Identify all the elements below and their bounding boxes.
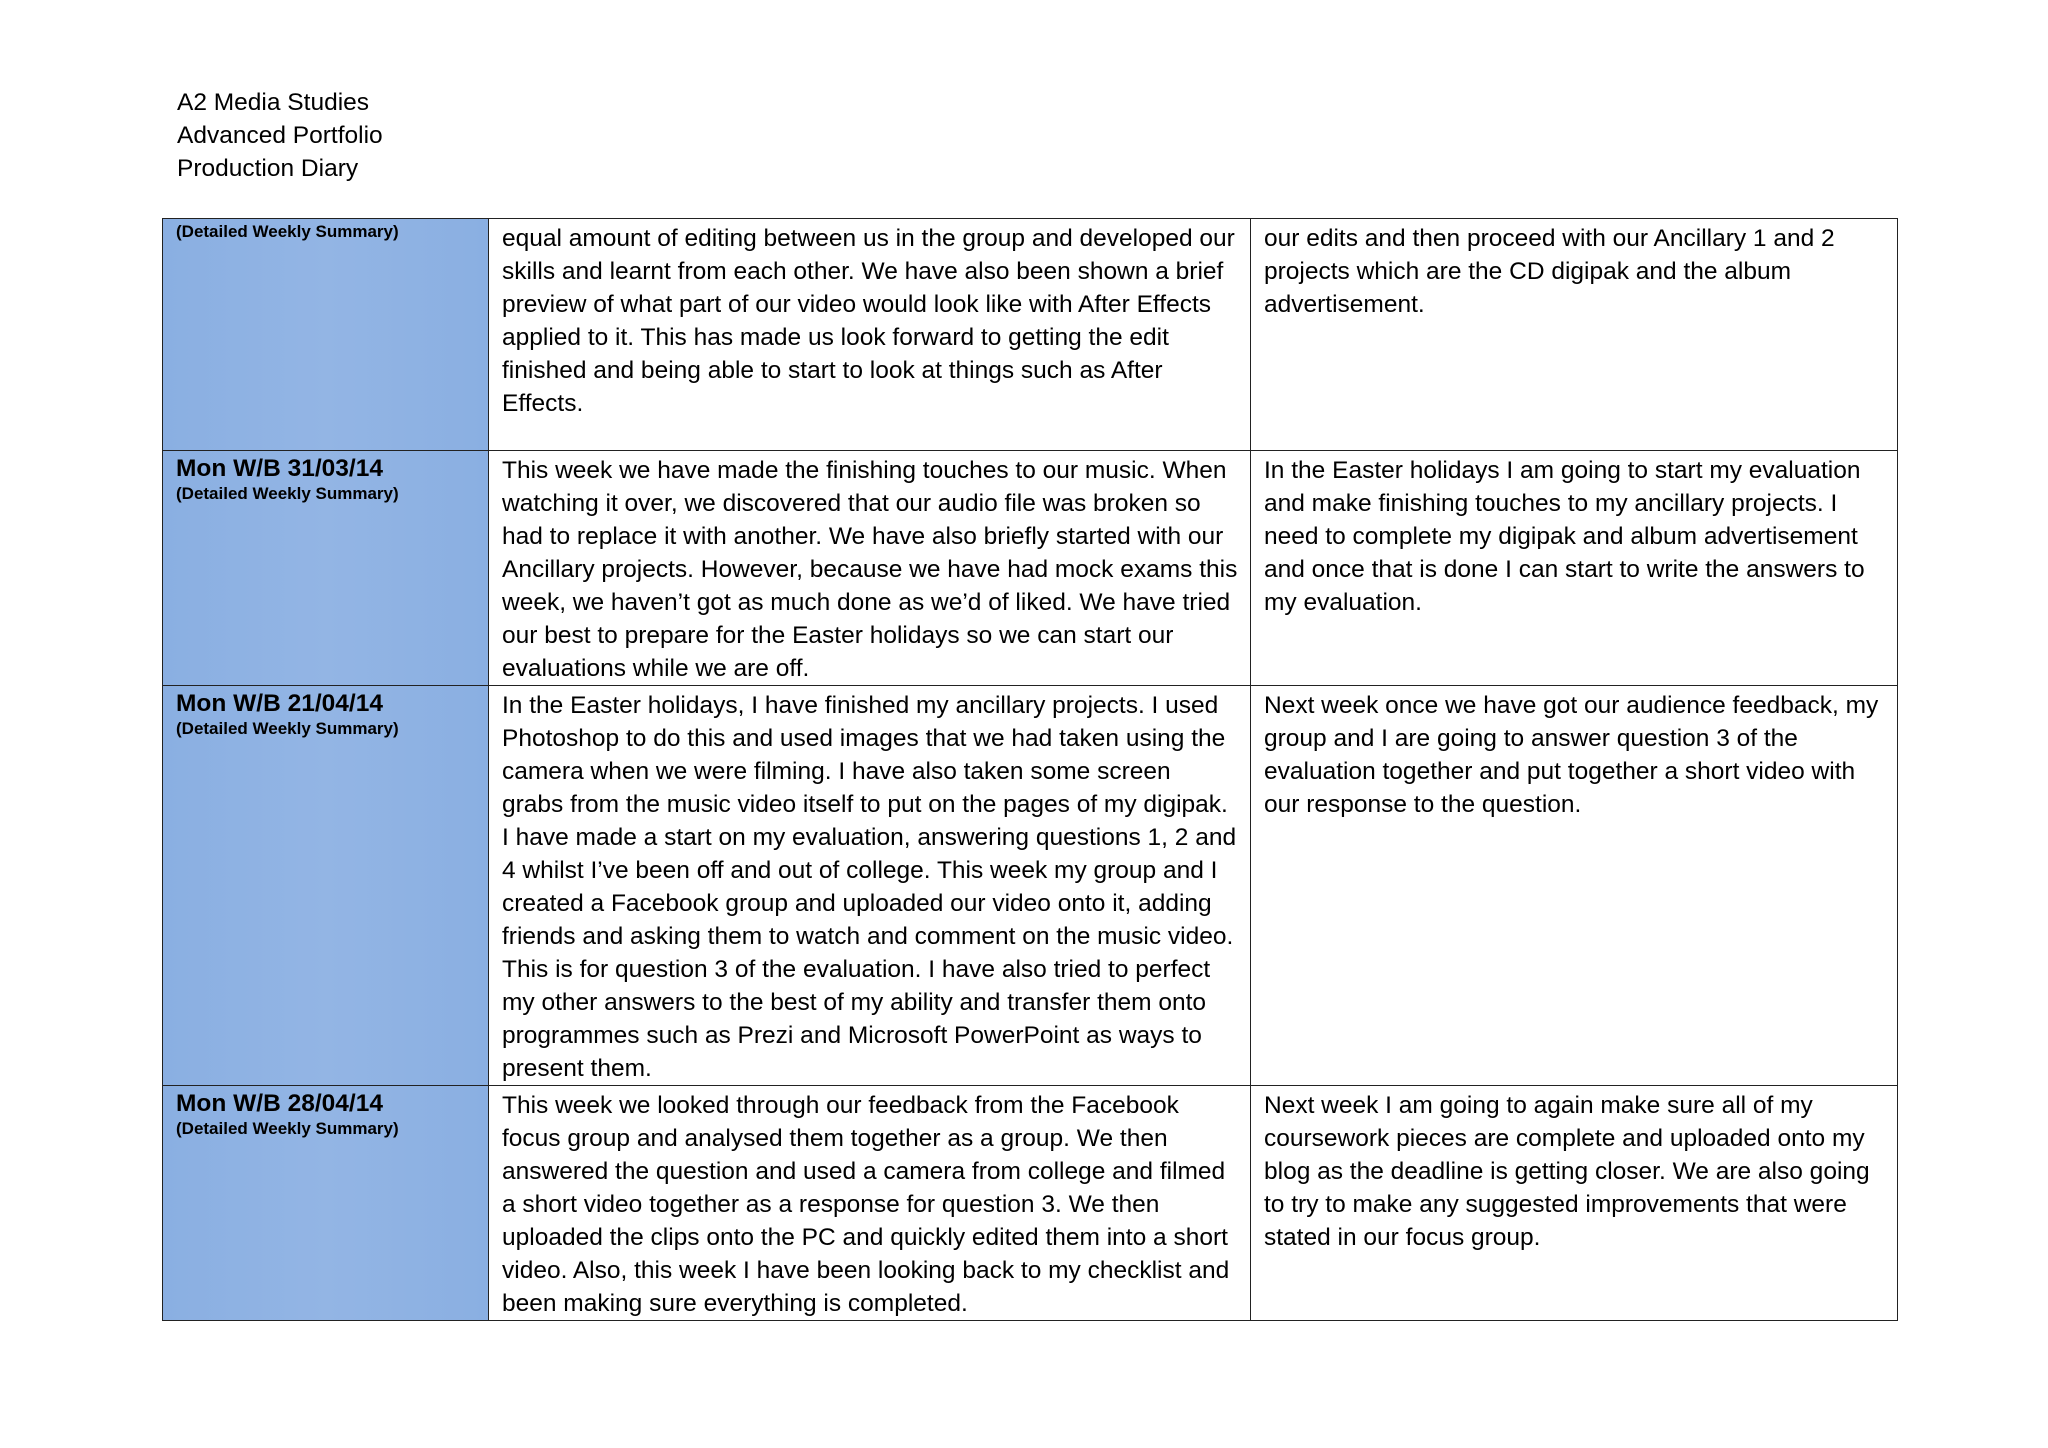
- diary-title: Production Diary: [177, 155, 359, 182]
- next-week-plan-text: Next week I am going to again make sure all of my coursework pieces are complete and uploaded onto my blog as the deadline is getting closer. We are also going to try to make any suggested improvements that were stated in our focus group.: [1264, 1092, 1870, 1251]
- week-cell: [163, 219, 489, 451]
- weekly-summary-cell: [489, 686, 1251, 1086]
- course-title: A2 Media Studies: [177, 89, 370, 116]
- portfolio-title: Advanced Portfolio: [177, 122, 383, 149]
- next-week-plan-cell: [1251, 451, 1898, 686]
- table-row: [163, 219, 1898, 451]
- weekly-summary-text: This week we have made the finishing touches to our music. When watching it over, we discovered that our audio file was broken so had to replace it with another. We have also briefly started with our Ancillary projects. However, because we have had mock exams this week, we haven’t got as much done as we’d of liked. We have tried our best to prepare for the Easter holidays so we can start our evaluations while we are off.: [502, 457, 1238, 682]
- week-cell: [163, 1086, 489, 1321]
- table-row: [163, 686, 1898, 1086]
- week-summary-note: (Detailed Weekly Summary): [176, 719, 399, 738]
- week-date: Mon W/B 21/04/14: [176, 690, 383, 717]
- week-date: Mon W/B 28/04/14: [176, 1090, 383, 1117]
- next-week-plan-cell: [1251, 686, 1898, 1086]
- week-cell: [163, 686, 489, 1086]
- next-week-plan-text: In the Easter holidays I am going to start my evaluation and make finishing touches to my ancillary projects. I need to complete my digipak and album advertisement and once that is done I can start to write the answers to my evaluation.: [1264, 457, 1865, 616]
- week-summary-note: (Detailed Weekly Summary): [176, 222, 399, 241]
- production-diary-table: [162, 218, 1898, 1321]
- table-row: [163, 1086, 1898, 1321]
- weekly-summary-text: In the Easter holidays, I have finished my ancillary projects. I used Photoshop to do this and used images that we had taken using the camera when we were filming. I have also taken some screen grabs from the music video itself to put on the pages of my digipak. I have made a start on my evaluation, answering questions 1, 2 and 4 whilst I’ve been off and out of college. This week my group and I created a Facebook group and uploaded our video onto it, adding friends and asking them to watch and comment on the music video. This is for question 3 of the evaluation. I have also tried to perfect my other answers to the best of my ability and transfer them onto programmes such as Prezi and Microsoft PowerPoint as ways to present them.: [502, 692, 1237, 1082]
- next-week-plan-text: Next week once we have got our audience feedback, my group and I are going to answer question 3 of the evaluation together and put together a short video with our response to the question.: [1264, 692, 1879, 818]
- week-summary-note: (Detailed Weekly Summary): [176, 484, 399, 503]
- weekly-summary-cell: [489, 219, 1251, 451]
- week-date: Mon W/B 31/03/14: [176, 455, 383, 482]
- weekly-summary-cell: [489, 1086, 1251, 1321]
- document-header: [177, 86, 383, 185]
- weekly-summary-text: This week we looked through our feedback from the Facebook focus group and analysed them together as a group. We then answered the question and used a camera from college and filmed a short video together as a response for question 3. We then uploaded the clips onto the PC and quickly edited them into a short video. Also, this week I have been looking back to my checklist and been making sure everything is completed.: [502, 1092, 1230, 1317]
- next-week-plan-text: our edits and then proceed with our Ancillary 1 and 2 projects which are the CD digipak and the album advertisement.: [1264, 225, 1835, 318]
- weekly-summary-cell: [489, 451, 1251, 686]
- table-row: [163, 451, 1898, 686]
- week-summary-note: (Detailed Weekly Summary): [176, 1119, 399, 1138]
- weekly-summary-text: equal amount of editing between us in the group and developed our skills and learnt from each other. We have also been shown a brief preview of what part of our video would look like with After Effects applied to it. This has made us look forward to getting the edit finished and being able to start to look at things such as After Effects.: [502, 225, 1235, 417]
- next-week-plan-cell: [1251, 1086, 1898, 1321]
- week-cell: [163, 451, 489, 686]
- next-week-plan-cell: [1251, 219, 1898, 451]
